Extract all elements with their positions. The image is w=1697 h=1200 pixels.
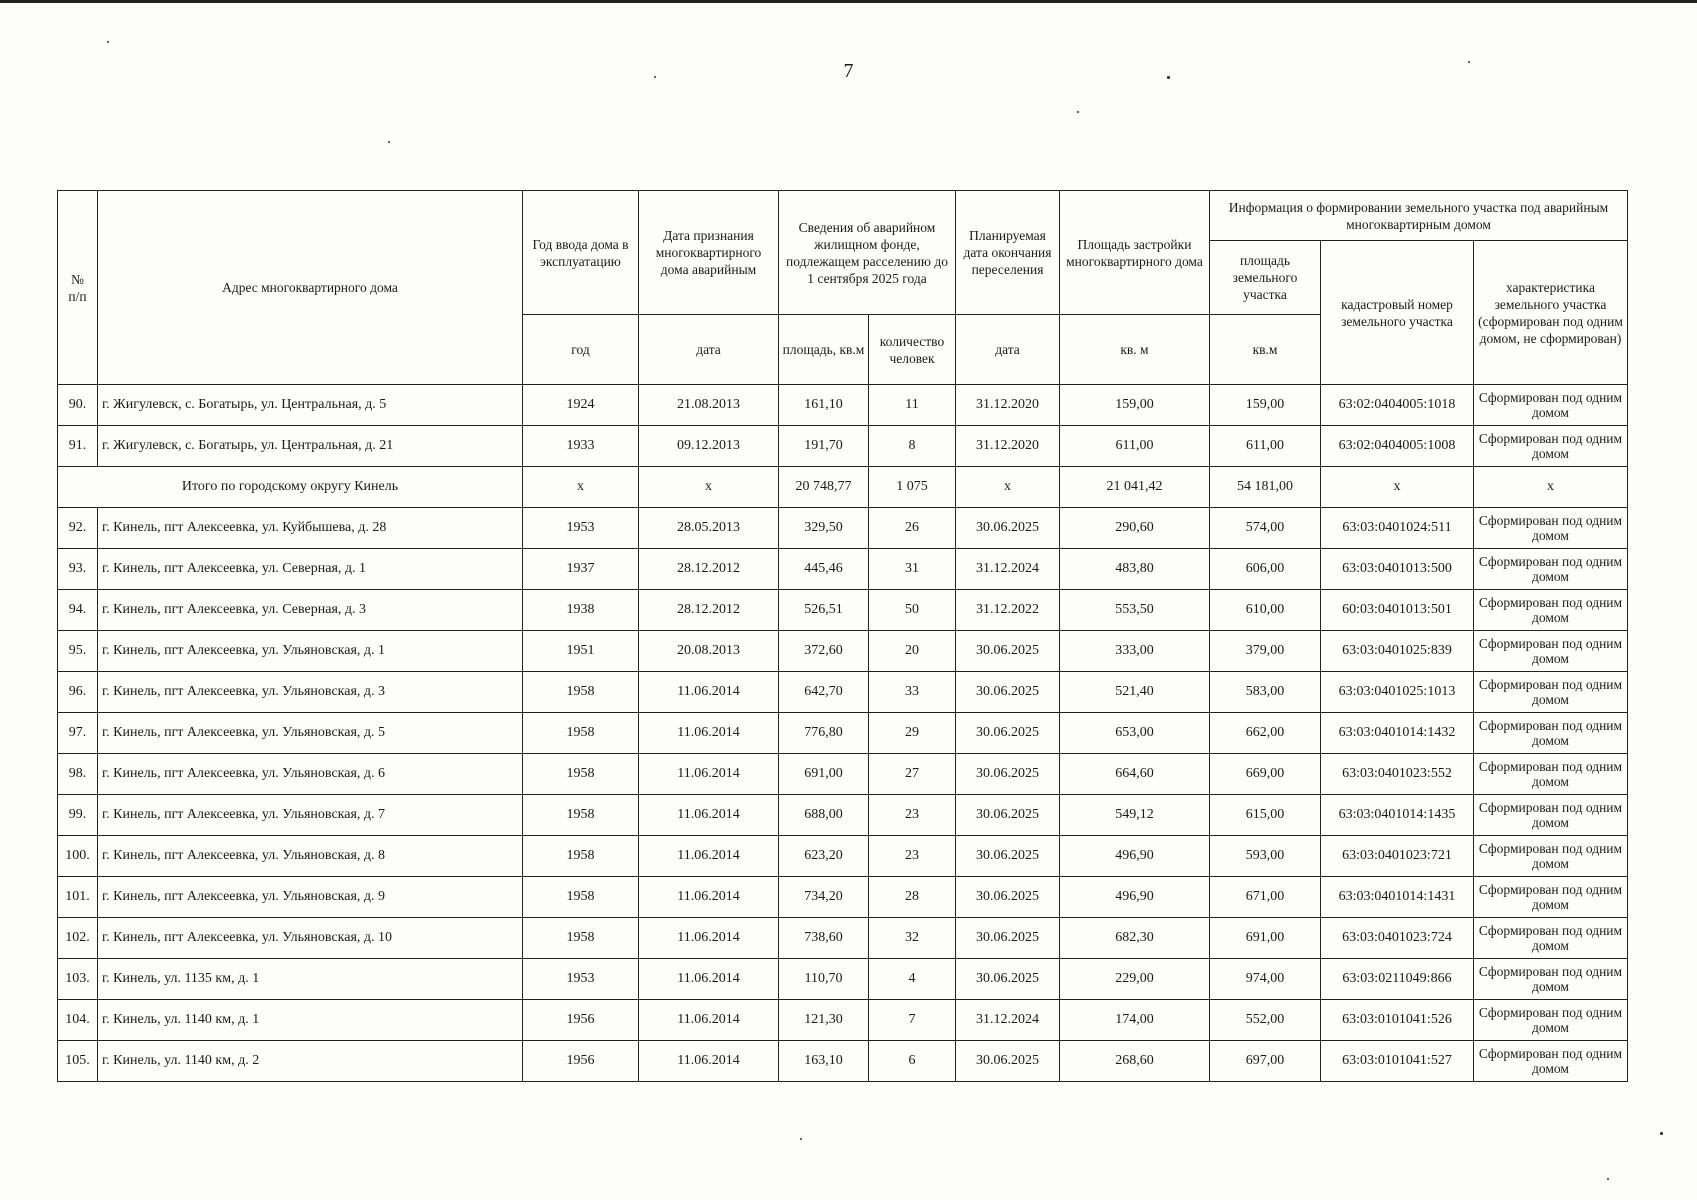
cell-num: 98. (58, 754, 98, 795)
cell-land-char: Сформирован под одним домом (1474, 795, 1628, 836)
cell-cadastral: 60:03:0401013:501 (1321, 590, 1474, 631)
table-row (58, 754, 1628, 795)
header-address: Адрес многоквартирного дома (98, 191, 523, 385)
cell-area: 691,00 (779, 754, 869, 795)
top-rule (0, 0, 1697, 3)
cell-date: 09.12.2013 (639, 426, 779, 467)
cell-land-char: Сформирован под одним домом (1474, 385, 1628, 426)
cell-num: 94. (58, 590, 98, 631)
cell-building-area: 159,00 (1060, 385, 1210, 426)
cell-people: 23 (869, 836, 956, 877)
cell-cadastral: 63:02:0404005:1018 (1321, 385, 1474, 426)
cell-year: 1956 (523, 1000, 639, 1041)
cell-plan-date: 30.06.2025 (956, 713, 1060, 754)
cell-area: 191,70 (779, 426, 869, 467)
cell-land-char: Сформирован под одним домом (1474, 672, 1628, 713)
header-date-recognition: Дата признания многоквартирного дома аварийным (639, 191, 779, 315)
cell-num: 100. (58, 836, 98, 877)
page-number: 7 (843, 60, 854, 82)
cell-cadastral: 63:03:0401023:552 (1321, 754, 1474, 795)
cell-plan-date: 30.06.2025 (956, 754, 1060, 795)
cell-land-char: Сформирован под одним домом (1474, 508, 1628, 549)
cell-building-area: 229,00 (1060, 959, 1210, 1000)
cell-land-char: Сформирован под одним домом (1474, 631, 1628, 672)
cell-cadastral: 63:03:0211049:866 (1321, 959, 1474, 1000)
cell-address: г. Жигулевск, с. Богатырь, ул. Центральная, д. 21 (98, 426, 523, 467)
table-body (58, 385, 1628, 1082)
cell-cadastral: 63:03:0401014:1432 (1321, 713, 1474, 754)
cell-area: 161,10 (779, 385, 869, 426)
cell-year: 1958 (523, 795, 639, 836)
cell-date: 28.05.2013 (639, 508, 779, 549)
cell-num: 101. (58, 877, 98, 918)
cell-people: 28 (869, 877, 956, 918)
cell-area: 110,70 (779, 959, 869, 1000)
cell-cadastral: 63:03:0401023:721 (1321, 836, 1474, 877)
cell-building-area: 483,80 (1060, 549, 1210, 590)
cell-land-area: 662,00 (1210, 713, 1321, 754)
cell-building-area: 653,00 (1060, 713, 1210, 754)
unit-date2: дата (956, 315, 1060, 385)
total-label: Итого по городскому округу Кинель (58, 467, 523, 508)
table-row (58, 836, 1628, 877)
cell-land-char: Сформирован под одним домом (1474, 959, 1628, 1000)
cell-land-area: 669,00 (1210, 754, 1321, 795)
cell-num: 90. (58, 385, 98, 426)
cell-num: 103. (58, 959, 98, 1000)
table-header (58, 191, 1628, 385)
cell-land-char: Сформирован под одним домом (1474, 713, 1628, 754)
cell-area: 776,80 (779, 713, 869, 754)
table-row (58, 918, 1628, 959)
total-plan: х (956, 467, 1060, 508)
cell-address: г. Кинель, пгт Алексеевка, ул. Куйбышева, д. 28 (98, 508, 523, 549)
total-cadastral: х (1321, 467, 1474, 508)
cell-people: 27 (869, 754, 956, 795)
cell-building-area: 549,12 (1060, 795, 1210, 836)
header-cadastral: кадастровый номер земельного участка (1321, 241, 1474, 385)
cell-address: г. Кинель, пгт Алексеевка, ул. Ульяновская, д. 6 (98, 754, 523, 795)
scan-speck (107, 41, 109, 43)
table-row (58, 385, 1628, 426)
scan-speck (1607, 1178, 1609, 1180)
total-year: х (523, 467, 639, 508)
scan-speck (1660, 1132, 1663, 1135)
unit-people: количество человек (869, 315, 956, 385)
cell-people: 20 (869, 631, 956, 672)
cell-date: 28.12.2012 (639, 549, 779, 590)
cell-land-area: 379,00 (1210, 631, 1321, 672)
cell-year: 1924 (523, 385, 639, 426)
total-area: 20 748,77 (779, 467, 869, 508)
cell-address: г. Кинель, ул. 1140 км, д. 2 (98, 1041, 523, 1082)
unit-sqm2: кв.м (1210, 315, 1321, 385)
cell-plan-date: 30.06.2025 (956, 918, 1060, 959)
cell-land-area: 159,00 (1210, 385, 1321, 426)
cell-people: 7 (869, 1000, 956, 1041)
cell-land-area: 691,00 (1210, 918, 1321, 959)
cell-year: 1958 (523, 836, 639, 877)
scan-speck (388, 141, 390, 143)
cell-area: 734,20 (779, 877, 869, 918)
table-row (58, 631, 1628, 672)
cell-date: 11.06.2014 (639, 1041, 779, 1082)
cell-year: 1953 (523, 508, 639, 549)
cell-cadastral: 63:03:0401025:1013 (1321, 672, 1474, 713)
cell-year: 1937 (523, 549, 639, 590)
cell-people: 26 (869, 508, 956, 549)
cell-area: 526,51 (779, 590, 869, 631)
cell-cadastral: 63:03:0401013:500 (1321, 549, 1474, 590)
cell-date: 11.06.2014 (639, 836, 779, 877)
cell-plan-date: 31.12.2024 (956, 1000, 1060, 1041)
scan-speck (1077, 111, 1079, 113)
cell-plan-date: 30.06.2025 (956, 508, 1060, 549)
cell-building-area: 174,00 (1060, 1000, 1210, 1041)
cell-area: 688,00 (779, 795, 869, 836)
table-row (58, 549, 1628, 590)
cell-area: 121,30 (779, 1000, 869, 1041)
header-land-area: площадь земельного участка (1210, 241, 1321, 315)
cell-cadastral: 63:03:0401024:511 (1321, 508, 1474, 549)
total-people: 1 075 (869, 467, 956, 508)
header-land-info: Информация о формировании земельного участка под аварийным многоквартирным домом (1210, 191, 1628, 241)
cell-cadastral: 63:03:0101041:526 (1321, 1000, 1474, 1041)
cell-land-char: Сформирован под одним домом (1474, 1000, 1628, 1041)
emergency-housing-table-wrap (57, 190, 1627, 1082)
cell-land-area: 583,00 (1210, 672, 1321, 713)
cell-date: 11.06.2014 (639, 877, 779, 918)
table-row (58, 877, 1628, 918)
cell-date: 11.06.2014 (639, 959, 779, 1000)
header-building-area: Площадь застройки многоквартирного дома (1060, 191, 1210, 315)
cell-num: 93. (58, 549, 98, 590)
cell-address: г. Кинель, пгт Алексеевка, ул. Ульяновская, д. 1 (98, 631, 523, 672)
total-char: х (1474, 467, 1628, 508)
cell-building-area: 521,40 (1060, 672, 1210, 713)
cell-building-area: 290,60 (1060, 508, 1210, 549)
cell-land-area: 610,00 (1210, 590, 1321, 631)
cell-date: 11.06.2014 (639, 754, 779, 795)
cell-land-area: 606,00 (1210, 549, 1321, 590)
cell-address: г. Кинель, пгт Алексеевка, ул. Северная, д. 3 (98, 590, 523, 631)
total-land-area: 54 181,00 (1210, 467, 1321, 508)
cell-year: 1958 (523, 754, 639, 795)
cell-num: 102. (58, 918, 98, 959)
cell-land-area: 615,00 (1210, 795, 1321, 836)
cell-year: 1938 (523, 590, 639, 631)
cell-area: 623,20 (779, 836, 869, 877)
cell-land-char: Сформирован под одним домом (1474, 836, 1628, 877)
unit-sqm: кв. м (1060, 315, 1210, 385)
scan-speck (800, 1138, 802, 1140)
table-row (58, 426, 1628, 467)
cell-land-area: 974,00 (1210, 959, 1321, 1000)
scan-speck (1468, 61, 1470, 63)
cell-people: 4 (869, 959, 956, 1000)
cell-land-char: Сформирован под одним домом (1474, 426, 1628, 467)
header-land-char: характеристика земельного участка (сформирован под одним домом, не сформирован) (1474, 241, 1628, 385)
cell-people: 11 (869, 385, 956, 426)
cell-year: 1958 (523, 877, 639, 918)
cell-area: 445,46 (779, 549, 869, 590)
cell-land-char: Сформирован под одним домом (1474, 549, 1628, 590)
cell-building-area: 496,90 (1060, 836, 1210, 877)
cell-date: 28.12.2012 (639, 590, 779, 631)
scan-speck (1167, 76, 1170, 79)
cell-people: 31 (869, 549, 956, 590)
cell-plan-date: 31.12.2022 (956, 590, 1060, 631)
cell-plan-date: 30.06.2025 (956, 959, 1060, 1000)
cell-cadastral: 63:03:0401025:839 (1321, 631, 1474, 672)
cell-people: 29 (869, 713, 956, 754)
cell-num: 99. (58, 795, 98, 836)
cell-address: г. Жигулевск, с. Богатырь, ул. Центральная, д. 5 (98, 385, 523, 426)
table-row (58, 1041, 1628, 1082)
cell-building-area: 682,30 (1060, 918, 1210, 959)
cell-people: 32 (869, 918, 956, 959)
cell-people: 6 (869, 1041, 956, 1082)
table-row (58, 590, 1628, 631)
cell-cadastral: 63:02:0404005:1008 (1321, 426, 1474, 467)
cell-plan-date: 30.06.2025 (956, 836, 1060, 877)
table-row (58, 795, 1628, 836)
cell-date: 11.06.2014 (639, 672, 779, 713)
total-row (58, 467, 1628, 508)
cell-plan-date: 30.06.2025 (956, 672, 1060, 713)
cell-address: г. Кинель, пгт Алексеевка, ул. Ульяновская, д. 3 (98, 672, 523, 713)
cell-area: 163,10 (779, 1041, 869, 1082)
cell-building-area: 553,50 (1060, 590, 1210, 631)
header-planned-date: Планируемая дата окончания переселения (956, 191, 1060, 315)
scan-speck (654, 76, 656, 78)
cell-plan-date: 30.06.2025 (956, 795, 1060, 836)
cell-cadastral: 63:03:0401014:1435 (1321, 795, 1474, 836)
cell-land-char: Сформирован под одним домом (1474, 918, 1628, 959)
cell-num: 97. (58, 713, 98, 754)
cell-land-area: 552,00 (1210, 1000, 1321, 1041)
table-row (58, 1000, 1628, 1041)
cell-address: г. Кинель, пгт Алексеевка, ул. Ульяновская, д. 7 (98, 795, 523, 836)
header-num: № п/п (58, 191, 98, 385)
cell-year: 1951 (523, 631, 639, 672)
header-year-commission: Год ввода дома в эксплуатацию (523, 191, 639, 315)
cell-num: 96. (58, 672, 98, 713)
cell-address: г. Кинель, пгт Алексеевка, ул. Ульяновская, д. 9 (98, 877, 523, 918)
cell-land-area: 611,00 (1210, 426, 1321, 467)
emergency-housing-table (57, 190, 1628, 1082)
cell-land-char: Сформирован под одним домом (1474, 1041, 1628, 1082)
cell-num: 91. (58, 426, 98, 467)
cell-num: 105. (58, 1041, 98, 1082)
cell-plan-date: 30.06.2025 (956, 631, 1060, 672)
cell-address: г. Кинель, пгт Алексеевка, ул. Ульяновская, д. 5 (98, 713, 523, 754)
header-emergency-info: Сведения об аварийном жилищном фонде, подлежащем расселению до 1 сентября 2025 года (779, 191, 956, 315)
total-building-area: 21 041,42 (1060, 467, 1210, 508)
cell-num: 92. (58, 508, 98, 549)
cell-building-area: 664,60 (1060, 754, 1210, 795)
cell-year: 1953 (523, 959, 639, 1000)
cell-people: 8 (869, 426, 956, 467)
cell-year: 1958 (523, 713, 639, 754)
cell-people: 23 (869, 795, 956, 836)
cell-address: г. Кинель, пгт Алексеевка, ул. Ульяновская, д. 10 (98, 918, 523, 959)
cell-address: г. Кинель, ул. 1135 км, д. 1 (98, 959, 523, 1000)
cell-land-char: Сформирован под одним домом (1474, 590, 1628, 631)
table-row (58, 959, 1628, 1000)
table-row (58, 713, 1628, 754)
cell-building-area: 333,00 (1060, 631, 1210, 672)
cell-date: 11.06.2014 (639, 713, 779, 754)
cell-plan-date: 31.12.2020 (956, 385, 1060, 426)
cell-date: 11.06.2014 (639, 1000, 779, 1041)
cell-land-area: 574,00 (1210, 508, 1321, 549)
cell-land-char: Сформирован под одним домом (1474, 877, 1628, 918)
cell-cadastral: 63:03:0101041:527 (1321, 1041, 1474, 1082)
cell-people: 33 (869, 672, 956, 713)
cell-area: 738,60 (779, 918, 869, 959)
cell-year: 1958 (523, 918, 639, 959)
cell-area: 329,50 (779, 508, 869, 549)
total-date: х (639, 467, 779, 508)
cell-area: 642,70 (779, 672, 869, 713)
cell-land-area: 593,00 (1210, 836, 1321, 877)
cell-plan-date: 31.12.2020 (956, 426, 1060, 467)
cell-plan-date: 31.12.2024 (956, 549, 1060, 590)
cell-address: г. Кинель, ул. 1140 км, д. 1 (98, 1000, 523, 1041)
cell-date: 21.08.2013 (639, 385, 779, 426)
cell-building-area: 611,00 (1060, 426, 1210, 467)
cell-land-char: Сформирован под одним домом (1474, 754, 1628, 795)
cell-address: г. Кинель, пгт Алексеевка, ул. Северная, д. 1 (98, 549, 523, 590)
cell-people: 50 (869, 590, 956, 631)
cell-year: 1958 (523, 672, 639, 713)
unit-area: площадь, кв.м (779, 315, 869, 385)
cell-date: 11.06.2014 (639, 918, 779, 959)
cell-building-area: 496,90 (1060, 877, 1210, 918)
cell-plan-date: 30.06.2025 (956, 1041, 1060, 1082)
cell-area: 372,60 (779, 631, 869, 672)
unit-date: дата (639, 315, 779, 385)
cell-plan-date: 30.06.2025 (956, 877, 1060, 918)
unit-year: год (523, 315, 639, 385)
cell-cadastral: 63:03:0401023:724 (1321, 918, 1474, 959)
cell-land-area: 671,00 (1210, 877, 1321, 918)
cell-year: 1933 (523, 426, 639, 467)
cell-cadastral: 63:03:0401014:1431 (1321, 877, 1474, 918)
cell-num: 104. (58, 1000, 98, 1041)
cell-address: г. Кинель, пгт Алексеевка, ул. Ульяновская, д. 8 (98, 836, 523, 877)
cell-building-area: 268,60 (1060, 1041, 1210, 1082)
table-row (58, 672, 1628, 713)
cell-num: 95. (58, 631, 98, 672)
cell-year: 1956 (523, 1041, 639, 1082)
table-row (58, 508, 1628, 549)
cell-date: 11.06.2014 (639, 795, 779, 836)
cell-date: 20.08.2013 (639, 631, 779, 672)
cell-land-area: 697,00 (1210, 1041, 1321, 1082)
